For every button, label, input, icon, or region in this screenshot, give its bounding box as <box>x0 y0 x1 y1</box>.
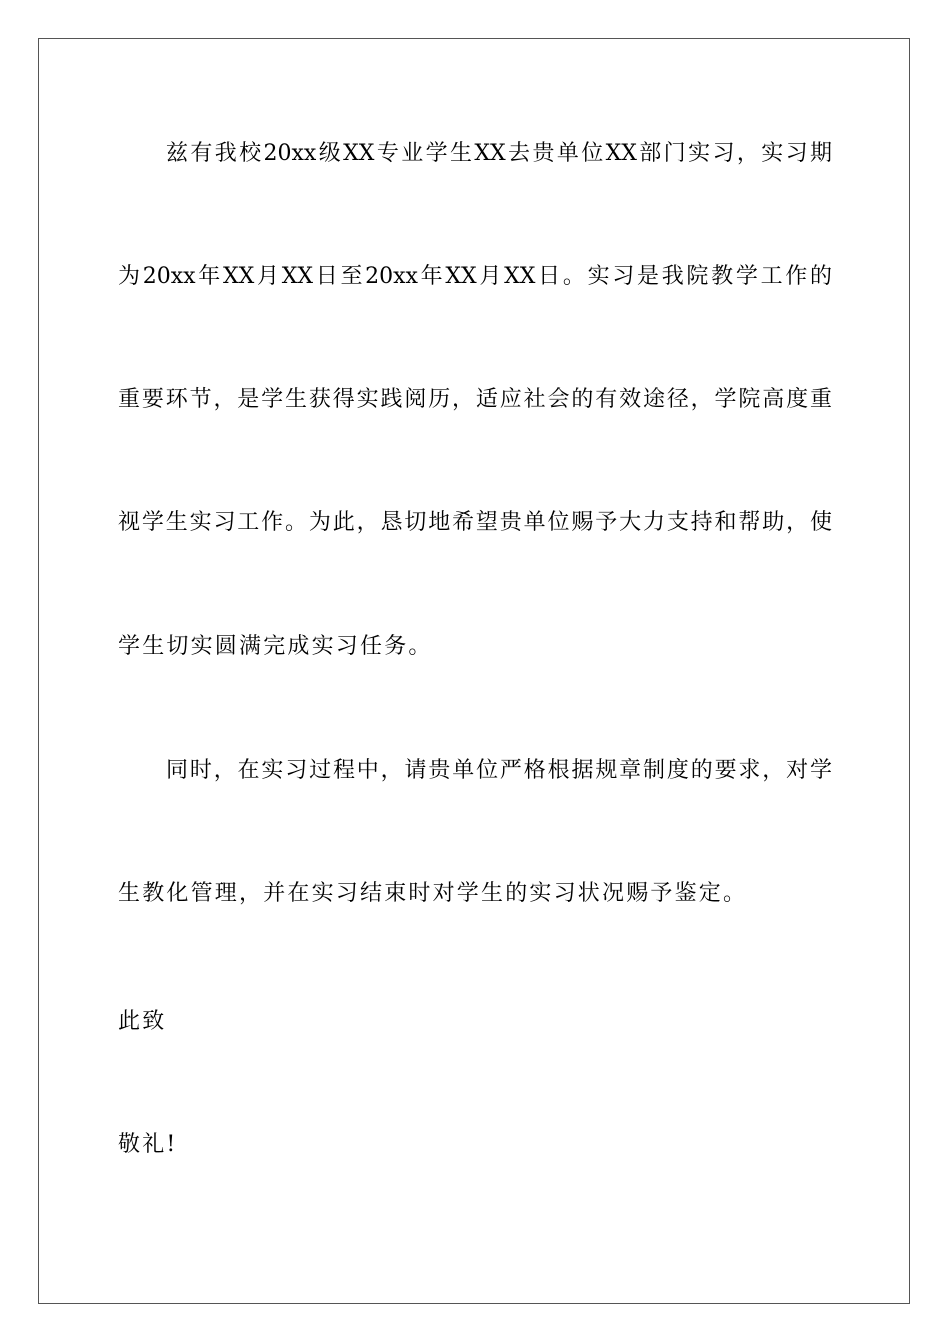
paragraph-2-line-2: 生教化管理，并在实习结束时对学生的实习状况赐予鉴定。 <box>118 881 748 906</box>
paragraph-2-line-1: 同时，在实习过程中，请贵单位严格根据规章制度的要求，对学 <box>166 758 832 783</box>
paragraph-1-line-5: 学生切实圆满完成实习任务。 <box>118 634 433 659</box>
paragraph-1-line-2: 为20xx年XX月XX日至20xx年XX月XX日。实习是我院教学工作的 <box>118 264 832 289</box>
page-border <box>38 38 910 1304</box>
paragraph-1-line-1: 兹有我校20xx级XX专业学生XX去贵单位XX部门实习，实习期 <box>166 141 832 166</box>
closing-salutation: 此致 <box>118 1009 167 1034</box>
closing-respect: 敬礼! <box>118 1132 178 1157</box>
paragraph-1-line-3: 重要环节，是学生获得实践阅历，适应社会的有效途径，学院高度重 <box>118 387 832 412</box>
paragraph-1-line-4: 视学生实习工作。为此，恳切地希望贵单位赐予大力支持和帮助，使 <box>118 510 832 535</box>
